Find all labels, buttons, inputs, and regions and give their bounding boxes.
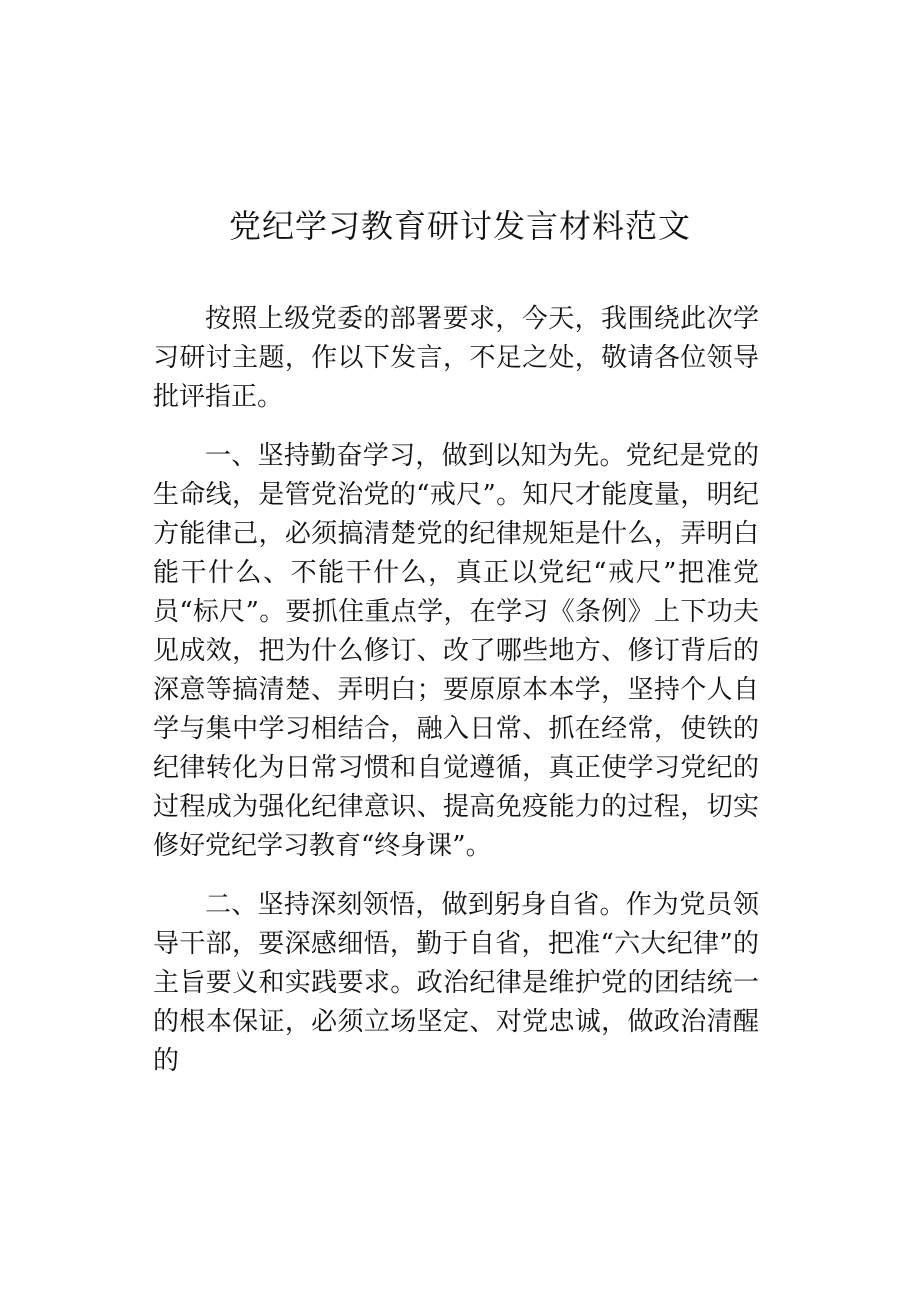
document-title: 党纪学习教育研讨发言材料范文 <box>228 207 691 245</box>
section-2-heading: 二、坚持深刻领悟，做到躬身自省。 <box>205 890 626 920</box>
section-1-text: 党纪是党的生命线，是管党治党的“戒尺”。知尺才能度量，明纪方能律己，必须搞清楚党的纪律规矩是什么，弄明白能干什么、不能干什么，真正以党纪“戒尺”把准党员“标尺”。要抓住重点学，在学习《条例》上下功夫见成效，把为什么修订、改了哪些地方、修订背后的深意等搞清楚、弄明白；要原原本本学，坚持个人自学与集中学习相结合，融入日常、抓在经常，使铁的纪律转化为日常习惯和自觉遵循，真正使学习党纪的过程成为强化纪律意识、提高免疫能力的过程，切实修好党纪学习教育“终身课”。 <box>153 441 759 861</box>
intro-paragraph: 按照上级党委的部署要求，今天，我围绕此次学习研讨主题，作以下发言，不足之处，敬请各位领导批评指正。 <box>153 304 759 412</box>
document-body <box>153 300 759 1101</box>
section-2-paragraph <box>153 886 759 1081</box>
section-1-heading: 一、坚持勤奋学习，做到以知为先。 <box>205 441 626 471</box>
section-2-text: 作为党员领导干部，要深感细悟，勤于自省，把准“六大纪律”的主旨要义和实践要求。政治纪律是维护党的团结统一的根本保证，必须立场坚定、对党忠诚，做政治清醒的 <box>153 890 759 1076</box>
section-1-paragraph <box>153 437 759 866</box>
